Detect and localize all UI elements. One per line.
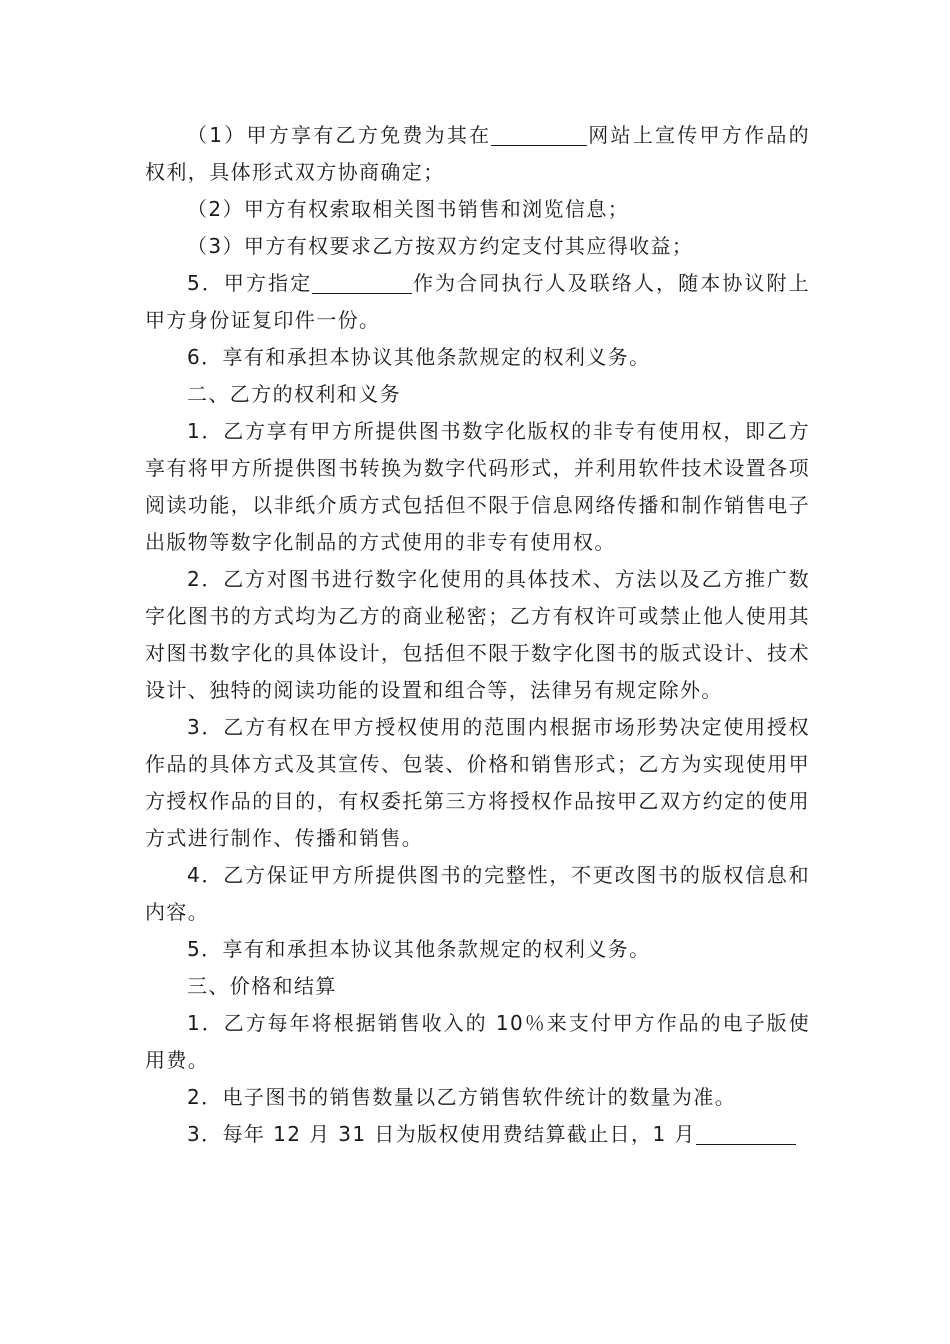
blank-settlement-date-field[interactable] (696, 1118, 796, 1145)
section-heading-party-b: 二、乙方的权利和义务 (187, 382, 401, 406)
blank-contact-person-field[interactable] (312, 267, 412, 294)
text: 3．每年 12 月 31 日为版权使用费结算截止日，1 月 (187, 1122, 696, 1146)
paragraph-pricing-3 (145, 1116, 810, 1153)
paragraph-party-a-other-rights: 6．享有和承担本协议其他条款规定的权利义务。 (187, 345, 651, 369)
section-heading-pricing: 三、价格和结算 (187, 974, 337, 998)
paragraph-party-b-right-5: 5．享有和承担本协议其他条款规定的权利义务。 (187, 937, 651, 961)
paragraph-party-b-right-3: 3．乙方有权在甲方授权使用的范围内根据市场形势决定使用授权作品的具体方式及其宣传、包装、价格和销售形式；乙方为实现使用甲方授权作品的目的，有权委托第三方将授权作品按甲乙双方约定的使用方式进行制作、传播和销售。 (145, 715, 810, 850)
paragraph-pricing-1: 1．乙方每年将根据销售收入的 10％来支付甲方作品的电子版使用费。 (145, 1011, 810, 1072)
paragraph-party-a-right-3: （3）甲方有权要求乙方按双方约定支付其应得收益； (187, 234, 694, 258)
blank-website-field[interactable] (491, 119, 587, 146)
text: （1）甲方享有乙方免费为其在 (187, 123, 492, 147)
text: 5．甲方指定 (187, 271, 313, 295)
paragraph-party-b-right-2: 2．乙方对图书进行数字化使用的具体技术、方法以及乙方推广数字化图书的方式均为乙方的商业秘密；乙方有权许可或禁止他人使用其对图书数字化的具体设计，包括但不限于数字化图书的版式设计、技术设计、独特的阅读功能的设置和组合等，法律另有规定除外。 (145, 567, 810, 702)
text: 作为合同执行人及联络人，随本协议附上甲方身份证复印件一份。 (145, 271, 811, 332)
paragraph-party-b-right-4: 4．乙方保证甲方所提供图书的完整性，不更改图书的版权信息和内容。 (145, 863, 810, 924)
paragraph-pricing-2: 2．电子图书的销售数量以乙方销售软件统计的数量为准。 (187, 1085, 737, 1109)
paragraph-party-a-right-2: （2）甲方有权索取相关图书销售和浏览信息； (187, 197, 630, 221)
paragraph-party-a-contact (145, 265, 810, 339)
paragraph-party-b-right-1: 1．乙方享有甲方所提供图书数字化版权的非专有使用权，即乙方享有将甲方所提供图书转换为数字代码形式，并利用软件技术设置各项阅读功能，以非纸介质方式包括但不限于信息网络传播和制作销售电子出版物等数字化制品的方式使用的非专有使用权。 (145, 419, 810, 554)
text: 网站上宣传甲方作品的权利，具体形式双方协商确定； (145, 123, 811, 184)
paragraph-party-a-right-1 (145, 117, 810, 191)
document-body (145, 117, 810, 1153)
